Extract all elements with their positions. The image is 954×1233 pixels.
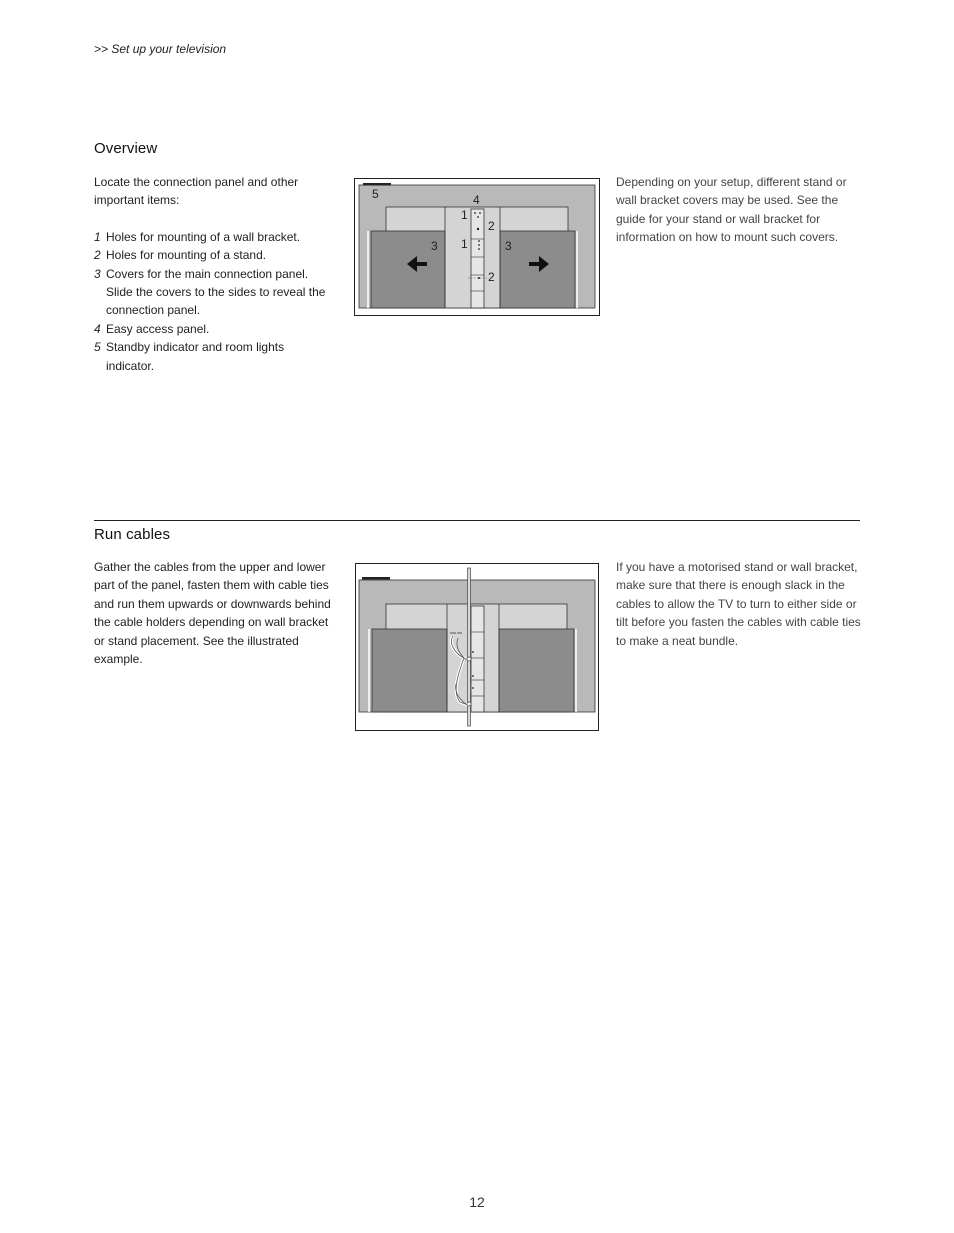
mounting-hole [477, 228, 479, 230]
label-1-top: 1 [461, 208, 468, 222]
mounting-hole [479, 212, 481, 214]
tv-back-panel-diagram [355, 179, 599, 315]
item-number: 2 [94, 248, 101, 263]
list-item [94, 246, 334, 264]
mounting-hole [477, 216, 479, 218]
standby-indicator [363, 183, 391, 186]
item-text: Standby indicator and room lights indicator. [106, 340, 285, 373]
mounting-hole [472, 651, 474, 653]
item-number: 4 [94, 321, 101, 336]
item-number: 5 [94, 340, 101, 355]
overview-text [94, 173, 334, 375]
mounting-hole [472, 687, 474, 689]
list-item [94, 265, 334, 320]
run-cables-note: If you have a motorised stand or wall bracket, make sure that there is enough slack in the cables to allow the TV to turn to either side or tilt before you fasten the cables with cable ties to make a neat bundle. [616, 560, 861, 648]
item-text: Holes for mounting of a stand. [106, 248, 267, 263]
run-cables-text: Gather the cables from the upper and lower part of the panel, fasten them with cable ties and run them upwards or downwards behind the cable holders depending on wall bracket or stand placement. See the illustrated example. [94, 560, 331, 667]
list-item [94, 320, 334, 338]
arrow-left-icon-shaft [415, 262, 427, 266]
list-item [94, 338, 334, 375]
overview-illustration [354, 178, 600, 316]
label-5: 5 [372, 187, 379, 201]
overview-intro: Locate the connection panel and other important items: [94, 175, 299, 208]
label-3-left: 3 [431, 239, 438, 253]
overview-title: Overview [94, 140, 158, 157]
overview-note: Depending on your setup, different stand or wall bracket covers may be used. See the guide for your stand or wall bracket for information on how to mount such covers. [616, 175, 847, 245]
item-text: Easy access panel. [106, 321, 210, 336]
overview-items-list [94, 228, 334, 375]
standby-indicator [362, 577, 390, 580]
easy-access-panel [471, 209, 484, 308]
breadcrumb: >> Set up your television [94, 42, 227, 56]
item-text: Holes for mounting of a wall bracket. [106, 229, 301, 244]
label-1-bottom: 1 [461, 237, 468, 251]
item-number: 1 [94, 229, 101, 244]
right-cover [499, 629, 574, 712]
run-cables-illustration [355, 563, 599, 731]
mounting-hole [478, 248, 480, 250]
item-text: Covers for the main connection panel. Slide the covers to the sides to reveal the connection panel. [106, 266, 326, 318]
item-number: 3 [94, 266, 101, 281]
label-2-top: 2 [488, 219, 495, 233]
mounting-hole [478, 240, 480, 242]
label-4: 4 [473, 193, 480, 207]
mounting-hole [478, 244, 480, 246]
label-3-right: 3 [505, 239, 512, 253]
mounting-hole [472, 675, 474, 677]
stand-hole [478, 277, 480, 279]
left-cover [372, 629, 447, 712]
label-2-bottom: 2 [488, 270, 495, 284]
list-item [94, 228, 334, 246]
cable-tie [467, 657, 471, 661]
mounting-hole [474, 212, 476, 214]
cable-routing-diagram [356, 564, 598, 730]
cable-tie [467, 702, 471, 706]
page-number: 12 [469, 1194, 485, 1210]
section-divider [94, 520, 860, 521]
run-cables-title: Run cables [94, 526, 171, 543]
arrow-right-icon-shaft [529, 262, 541, 266]
